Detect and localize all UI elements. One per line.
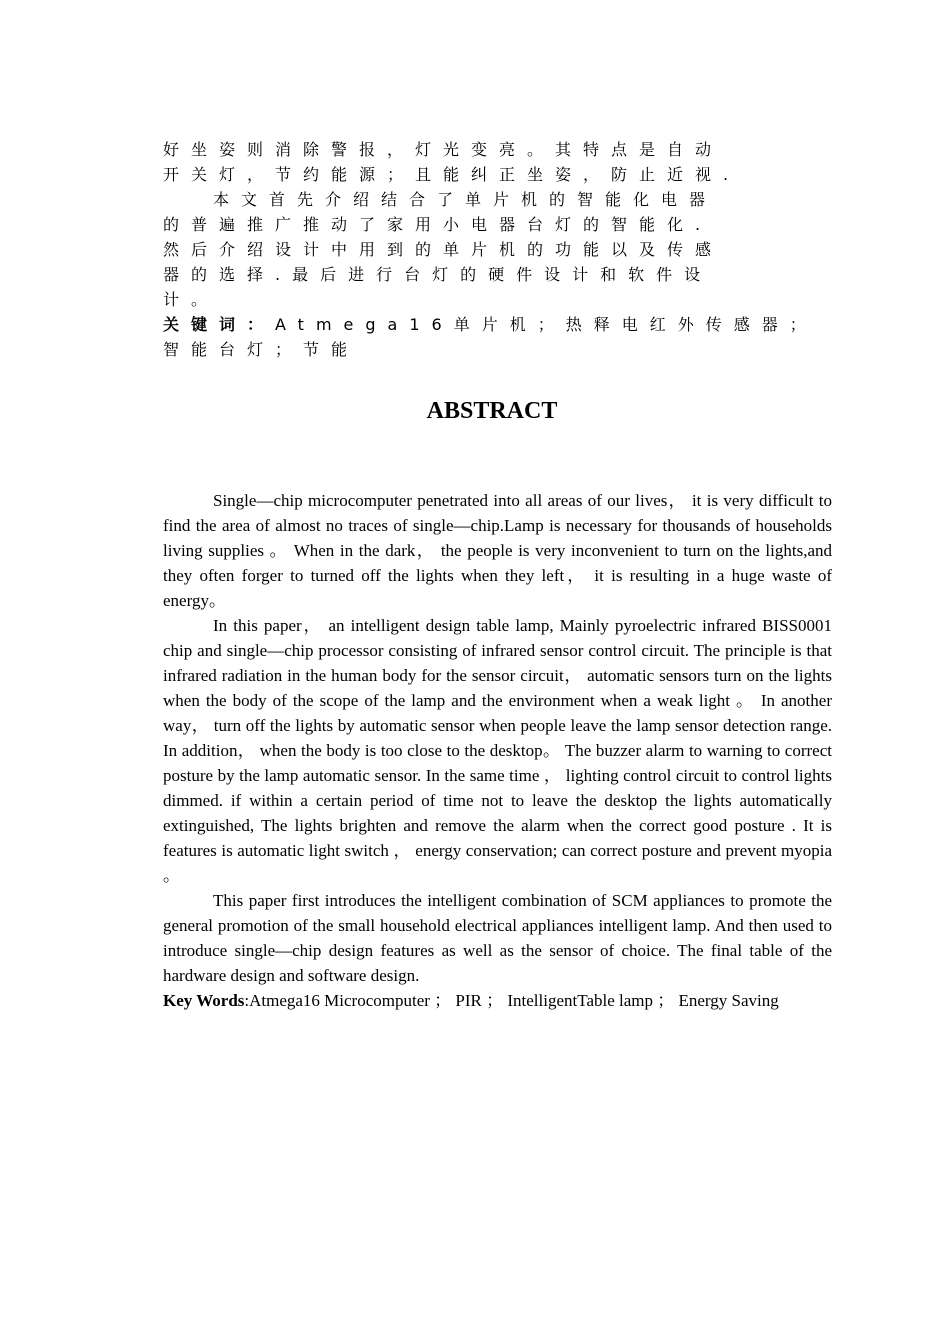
- abstract-paragraph-3: This paper first introduces the intelligent combination of SCM appliances to promote the general promotion of the small household electrical appliances intelligent lamp. And then used to introduce single—chip design features as well as the sensor of choice. The final table of the hardware design and software design.: [163, 891, 832, 985]
- cn-keywords: [163, 312, 835, 337]
- cn-keywords-continued: 智能台灯；节能: [163, 340, 360, 359]
- cn-keywords-text: Atmega16单片机；热释电红外传感器；: [275, 315, 818, 334]
- cn-line-6: 器的选择.最后进行台灯的硬件设计和软件设: [163, 265, 713, 284]
- cn-line-2: 开关灯，节约能源；且能纠正坐姿，防止近视.: [163, 165, 741, 184]
- english-abstract: [163, 488, 832, 1013]
- cn-line-3: 本文首先介绍结合了单片机的智能化电器: [213, 190, 718, 209]
- english-keywords-text: :Atmega16 Microcomputer ； PIR ； IntelligentTable lamp ； Energy Saving: [244, 991, 779, 1010]
- english-keywords: [163, 988, 832, 1013]
- english-keywords-label: Key Words: [163, 991, 245, 1010]
- abstract-paragraph-1: Single—chip microcomputer penetrated into all areas of our lives， it is very difficult to find the area of almost no traces of single—chip.Lamp is necessary for thousands of households living supplies 。 When in the dark， the people is very inconvenient to turn on the lights,and they often forger to turned off the lights when they left， it is resulting in a huge waste of energy。: [163, 491, 832, 610]
- cn-keywords-label: 关键词：: [163, 315, 276, 334]
- abstract-title: ABSTRACT: [426, 398, 558, 424]
- abstract-paragraph-2: In this paper， an intelligent design table lamp, Mainly pyroelectric infrared BISS0001 chip and single—chip processor consisting of infrared sensor control circuit. The principle is that infrared radiation in the human body for the sensor circuit， automatic sensors turn on the lights when the body of the scope of the lamp and the environment when a weak light 。 In another way， turn off the lights by automatic sensor when people leave the lamp sensor detection range. In addition， when the body is too close to the desktop。 The buzzer alarm to warning to correct posture by the lamp automatic sensor. In the same time ， lighting control circuit to control lights dimmed. if within a certain period of time not to leave the desktop the lights automatically extinguished, The lights brighten and remove the alarm when the correct good posture . It is features is automatic light switch ， energy conservation; can correct posture and prevent myopia 。: [163, 616, 832, 885]
- cn-line-7: 计。: [163, 290, 220, 309]
- chinese-abstract: [163, 137, 835, 362]
- cn-line-1: 好坐姿则消除警报，灯光变亮。其特点是自动: [163, 140, 724, 159]
- cn-line-4: 的普遍推广推动了家用小电器台灯的智能化.: [163, 215, 713, 234]
- cn-line-5: 然后介绍设计中用到的单片机的功能以及传感: [163, 240, 724, 259]
